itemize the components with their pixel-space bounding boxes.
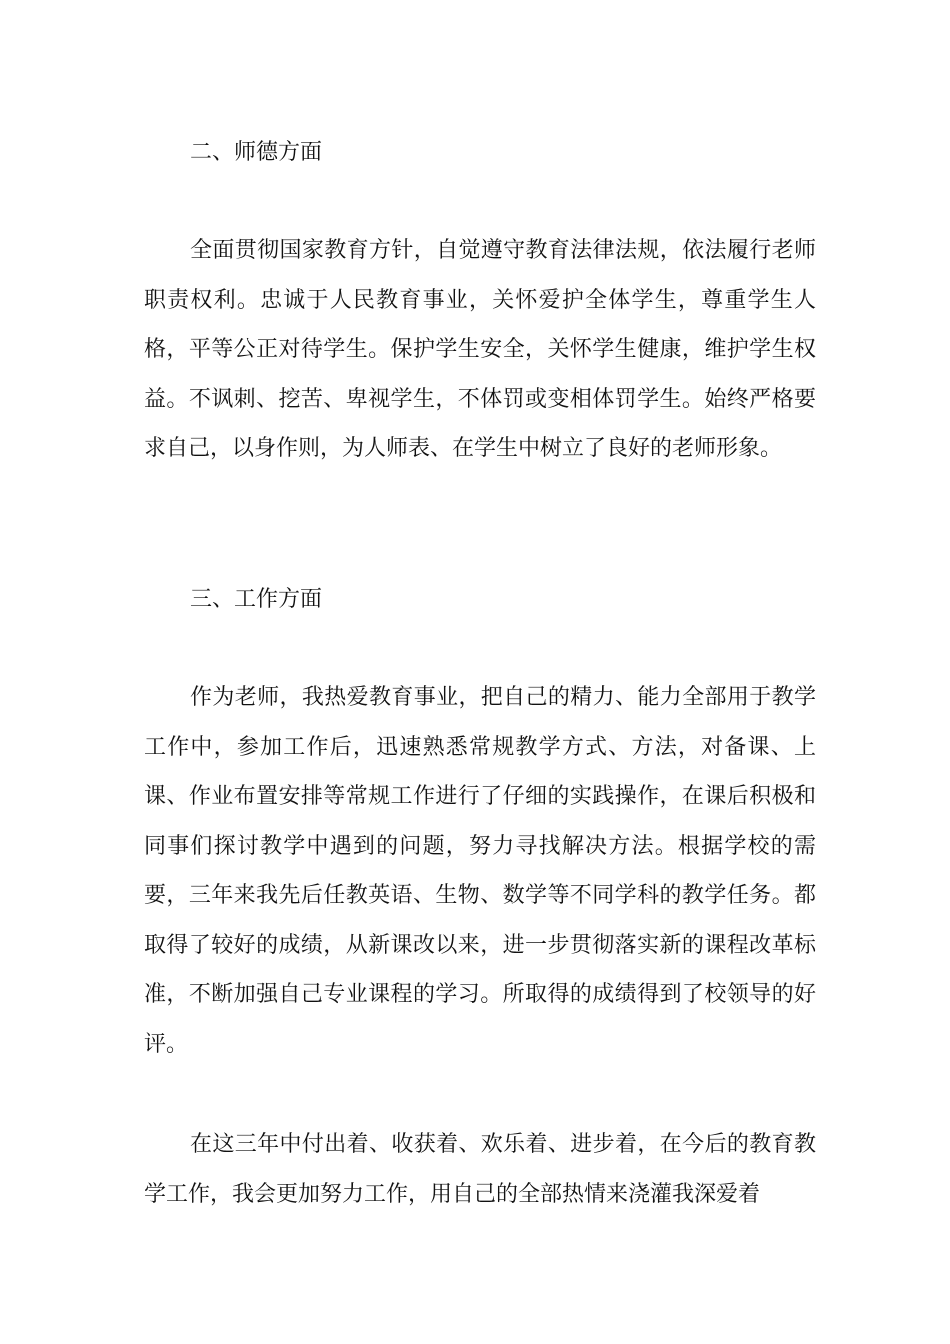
- section-heading-work: 三、工作方面: [190, 587, 323, 612]
- work-paragraph: 作为老师，我热爱教育事业，把自己的精力、能力全部用于教学工作中，参加工作后，迅速熟悉常规教学方式、方法，对备课、上课、作业布置安排等常规工作进行了仔细的实践操作，在课后积极和同事们探讨教学中遇到的问题，努力寻找解决方法。根据学校的需要，三年来我先后任教英语、生物、数学等不同学科的教学任务。都取得了较好的成绩，从新课改以来，进一步贯彻落实新的课程改革标准，不断加强自己专业课程的学习。所取得的成绩得到了校领导的好评。: [144, 685, 816, 1057]
- ethics-paragraph: 全面贯彻国家教育方针，自觉遵守教育法律法规，依法履行老师职责权利。忠诚于人民教育事业，关怀爱护全体学生，尊重学生人格，平等公正对待学生。保护学生安全，关怀学生健康，维护学生权益。不讽刺、挖苦、卑视学生，不体罚或变相体罚学生。始终严格要求自己，以身作则，为人师表、在学生中树立了良好的老师形象。: [144, 238, 816, 461]
- section-heading-ethics: 二、师德方面: [190, 140, 323, 165]
- closing-paragraph: 在这三年中付出着、收获着、欢乐着、进步着，在今后的教育教学工作，我会更加努力工作，用自己的全部热情来浇灌我深爱着: [144, 1132, 816, 1207]
